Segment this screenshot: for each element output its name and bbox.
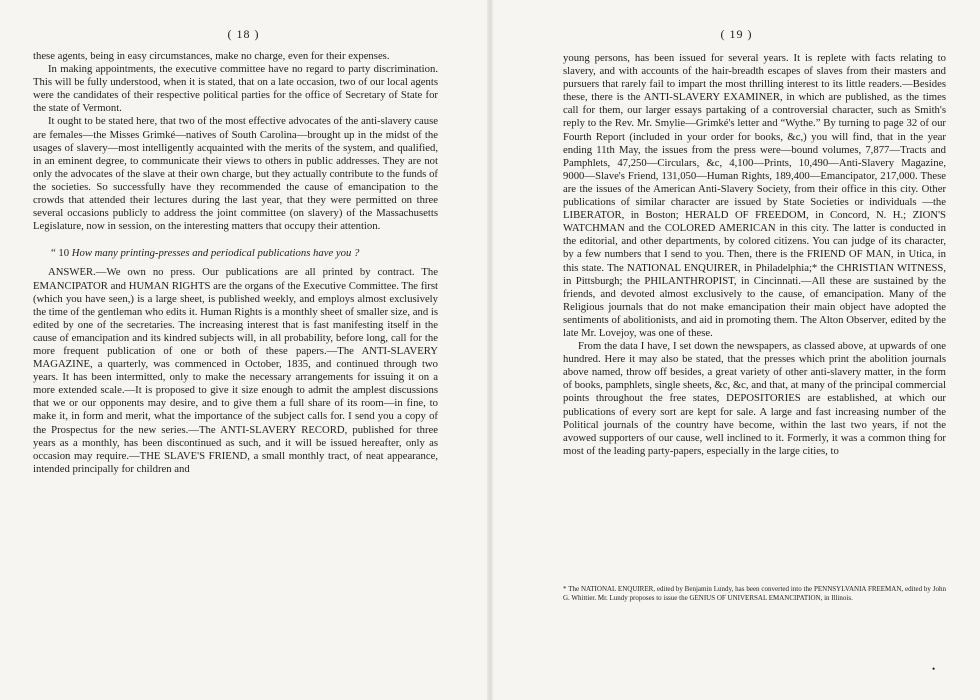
question-text: How many printing-presses and periodical publications have you ? [71, 247, 360, 260]
answer-paragraph: ANSWER.—We own no press. Our publications are all printed by contract. The EMANCIPATOR and HUMAN RIGHTS are the organs of the Executive Committee. The first (which you have seen,) is a large sheet, is published weekly, and employs almost exclusively the time of the gentleman who edits it. Human Rights is a monthly sheet of smaller size, and is edited by one of the secretaries. The increasing interest that is fast manifesting itself in the cause of emancipation and its kindred subjects will, in all probability, before long, call for the more frequent publication of one or both of these papers.—The ANTI-SLAVERY MAGAZINE, a quarterly, was commenced in October, 1835, and continued through two years. It has been intermitted, only to make the necessary arrangements for issuing it on a more extended scale.—It is proposed to give it size enough to admit the amplest discussions that we or our opponents may desire, and to give them a full share of its room—in fine, to make it, in form and merit, what the importance of the subject calls for. I send you a copy of the Prospectus for the new series.—The ANTI-SLAVERY RECORD, published for three years as a monthly, has been discontinued as such, and it will be issued hereafter, only as occasion may require.—THE SLAVE'S FRIEND, a small monthly tract, of neat appearance, intended principally for children and [33, 266, 438, 475]
left-paragraph-3: It ought to be stated here, that two of the most effective advocates of the anti-slavery cause are females—the Misses Grimké—natives of South Carolina—brought up in the midst of the usages of slavery—most intelligently acquainted with the merits of the system, and qualified, in an eminent degree, to communicate their views to others in public addresses. They are not only the advocates of the slave at their own charge, but they actually contribute to the funds of the societies. So successfully have they recommended the cause of emancipation to the crowds that attended their lectures during the last year, that they were permitted on three several occasions publicly to address the joint committee (on slavery) of the Massachusetts Legislature, now in session, on the interesting matters that occupy their attention. [33, 115, 438, 233]
left-paragraph-2: In making appointments, the executive committee have no regard to party discrimination. This will be fully understood, when it is stated, that on a late occasion, two of our local agents were the candidates of their respective political parties for the office of Secretary of State for the state of Vermont. [33, 63, 438, 115]
left-page [0, 0, 487, 700]
page-number-left: ( 18 ) [227, 27, 260, 41]
page-number-right: ( 19 ) [720, 27, 753, 41]
right-page-text [563, 52, 946, 458]
right-page [493, 0, 980, 700]
right-paragraph-1: young persons, has been issued for several years. It is replete with facts relating to slavery, and with accounts of the hair-breadth escapes of slaves from their masters and pursuers that rarely fail to impart the most thrilling interest to its little readers.—Besides these, there is the ANTI-SLAVERY EXAMINER, in which are published, as the times call for them, our larger essays partaking of a controversial character, such as Smith's reply to the Rev. Mr. Smylie—Grimké's letter and “Wythe.” By turning to page 32 of our Fourth Report (included in your order for books, &c,) you will find, that in the year ending 11th May, the issues from the press were—bound volumes, 7,877—Tracts and Pamphlets, 47,250—Circulars, &c, 4,100—Prints, 10,490—Anti-Slavery Magazine, 9000—Slave's Friend, 131,050—Human Rights, 189,400—Emancipator, 217,000. These are the issues of the American Anti-Slavery Society, from their office in this city. Other publications of similar character are issued by State Societies or individuals —the LIBERATOR, in Boston; HERALD OF FREEDOM, in Concord, N. H.; ZION'S WATCHMAN and the COLORED AMERICAN in this city. The latter is conducted in the editorial, and other departments, by colored citizens. You can judge of its character, by a few numbers that I send to you. Then, there is the FRIEND OF MAN, in Utica, in this state. The NATIONAL ENQUIRER, in Philadelphia;* the CHRISTIAN WITNESS, in Pittsburgh; the PHILANTHROPIST, in Cincinnati.—All these are sustained by the friends, and devoted almost exclusively to the cause, of emancipation. Many of the Religious journals that do not make emancipation their main object have adopted the sentiments of abolitionists, and aid in promoting them. The Alton Observer, edited by the late Mr. Lovejoy, was one of these. [563, 52, 946, 339]
left-page-text [33, 50, 438, 476]
right-paragraph-2: From the data I have, I set down the newspapers, as classed above, at upwards of one hundred. Here it may also be stated, that the presses which print the abolition journals above named, throw off besides, a great variety of other anti-slavery matter, in the form of books, pamphlets, single sheets, &c, &c, and that, at many of the principal commercial points throughout the free states, DEPOSITORIES are established, at which our publications of every sort are kept for sale. A large and fast increasing number of the Political journals of the country have become, within the last two years, if not the avowed supporters of our cause, well inclined to it. Formerly, it was a common thing for most of the leading party-papers, especially in the large cities, to [563, 340, 946, 457]
footnote: * The NATIONAL ENQUIRER, edited by Benjamin Lundy, has been converted into the PENNSYLVANIA FREEMAN, edited by John G. Whittier. Mr. Lundy proposes to issue the GENIUS OF UNIVERSAL EMANCIPATION, in Illinois. [563, 585, 946, 602]
question-number: “ 10 [51, 247, 70, 260]
question-10 [33, 247, 438, 260]
left-paragraph-1: these agents, being in easy circumstances, make no charge, even for their expenses. [33, 50, 390, 62]
speck: • [932, 664, 936, 674]
